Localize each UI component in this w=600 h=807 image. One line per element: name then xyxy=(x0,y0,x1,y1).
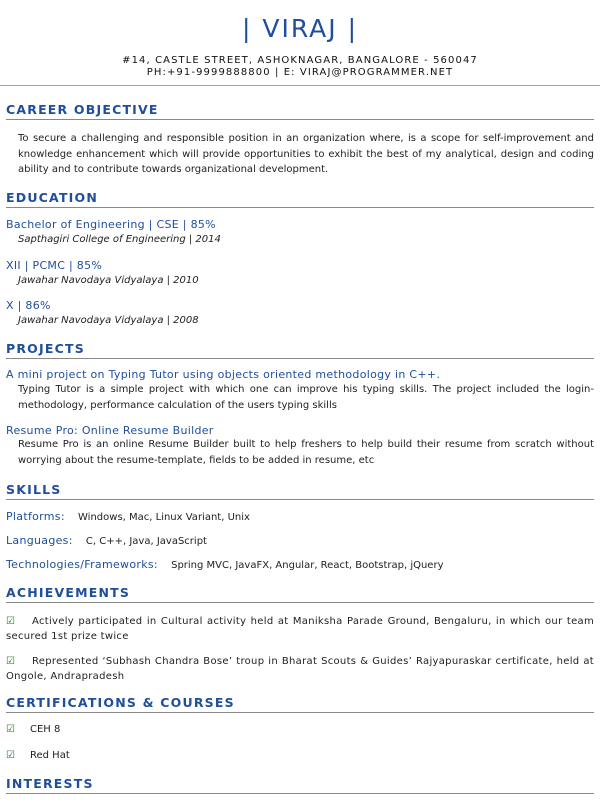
education-degree: XII | PCMC | 85% xyxy=(6,259,103,272)
career-objective-text: To secure a challenging and responsible position in an organization where, is a scope for self-improvement and knowledge enhancement which will provide opportunities to exhibit the best of my analytical, design and coding ability and to contribute towards organizational development. xyxy=(18,133,594,175)
achievement-text: Represented ‘Subhash Chandra Bose’ troup in Bharat Scouts & Guides’ Rajyapuraskar certificate, held at Ongole, Andrapradesh xyxy=(6,656,594,682)
certification-text: Red Hat xyxy=(30,750,70,761)
achievement-item xyxy=(6,654,594,684)
project-name: Resume Pro: Online Resume Builder xyxy=(6,424,214,437)
skill-label: Technologies/Frameworks: xyxy=(6,558,158,571)
checkbox-icon: ☑ xyxy=(6,656,16,667)
skill-value: C, C++, Java, JavaScript xyxy=(85,536,207,547)
education-institution: Sapthagiri College of Engineering | 2014 xyxy=(18,234,221,245)
section-title-interests: INTERESTS xyxy=(6,777,594,794)
checkbox-icon: ☑ xyxy=(6,750,15,761)
skill-row-languages xyxy=(6,535,207,548)
checkbox-icon: ☑ xyxy=(6,616,16,627)
contact-line: PH:+91-9999888800 | E: VIRAJ@PROGRAMMER.NET xyxy=(146,67,454,78)
section-title-career-objective: CAREER OBJECTIVE xyxy=(6,103,594,120)
achievement-item xyxy=(6,614,594,644)
section-title-skills: SKILLS xyxy=(6,483,594,500)
project-name: A mini project on Typing Tutor using objects oriented methodology in C++. xyxy=(6,368,441,381)
section-title-certifications: CERTIFICATIONS & COURSES xyxy=(6,696,594,713)
section-title-education: EDUCATION xyxy=(6,191,594,208)
skill-label: Languages: xyxy=(6,534,73,547)
skill-value: Spring MVC, JavaFX, Angular, React, Bootstrap, jQuery xyxy=(171,560,444,571)
skill-value: Windows, Mac, Linux Variant, Unix xyxy=(78,512,250,523)
certification-text: CEH 8 xyxy=(30,724,61,735)
education-institution: Jawahar Navodaya Vidyalaya | 2010 xyxy=(18,275,199,286)
education-degree: X | 86% xyxy=(6,299,51,312)
project-description: Typing Tutor is a simple project with which one can improve his typing skills. The project included the login-methodology, performance calculation of the users typing skills xyxy=(18,384,594,411)
project-description: Resume Pro is an online Resume Builder built to help freshers to help build their resume from scratch without worrying about the resume-template, fields to be added in resume, etc xyxy=(18,439,594,466)
certification-item xyxy=(6,724,60,736)
skill-row-platforms xyxy=(6,511,250,524)
section-title-achievements: ACHIEVEMENTS xyxy=(6,586,594,603)
certification-item xyxy=(6,750,70,762)
achievement-text: Actively participated in Cultural activity held at Maniksha Parade Ground, Bengaluru, in which our team secured 1st prize twice xyxy=(6,616,594,642)
education-institution: Jawahar Navodaya Vidyalaya | 2008 xyxy=(18,315,199,326)
checkbox-icon: ☑ xyxy=(6,724,15,735)
education-degree: Bachelor of Engineering | CSE | 85% xyxy=(6,218,216,231)
skill-row-technologies xyxy=(6,559,444,572)
address-line: #14, CASTLE STREET, ASHOKNAGAR, BANGALORE - 560047 xyxy=(122,55,478,66)
section-title-projects: PROJECTS xyxy=(6,342,594,359)
candidate-name: | VIRAJ | xyxy=(241,14,359,43)
skill-label: Platforms: xyxy=(6,510,65,523)
header-divider xyxy=(0,85,600,86)
